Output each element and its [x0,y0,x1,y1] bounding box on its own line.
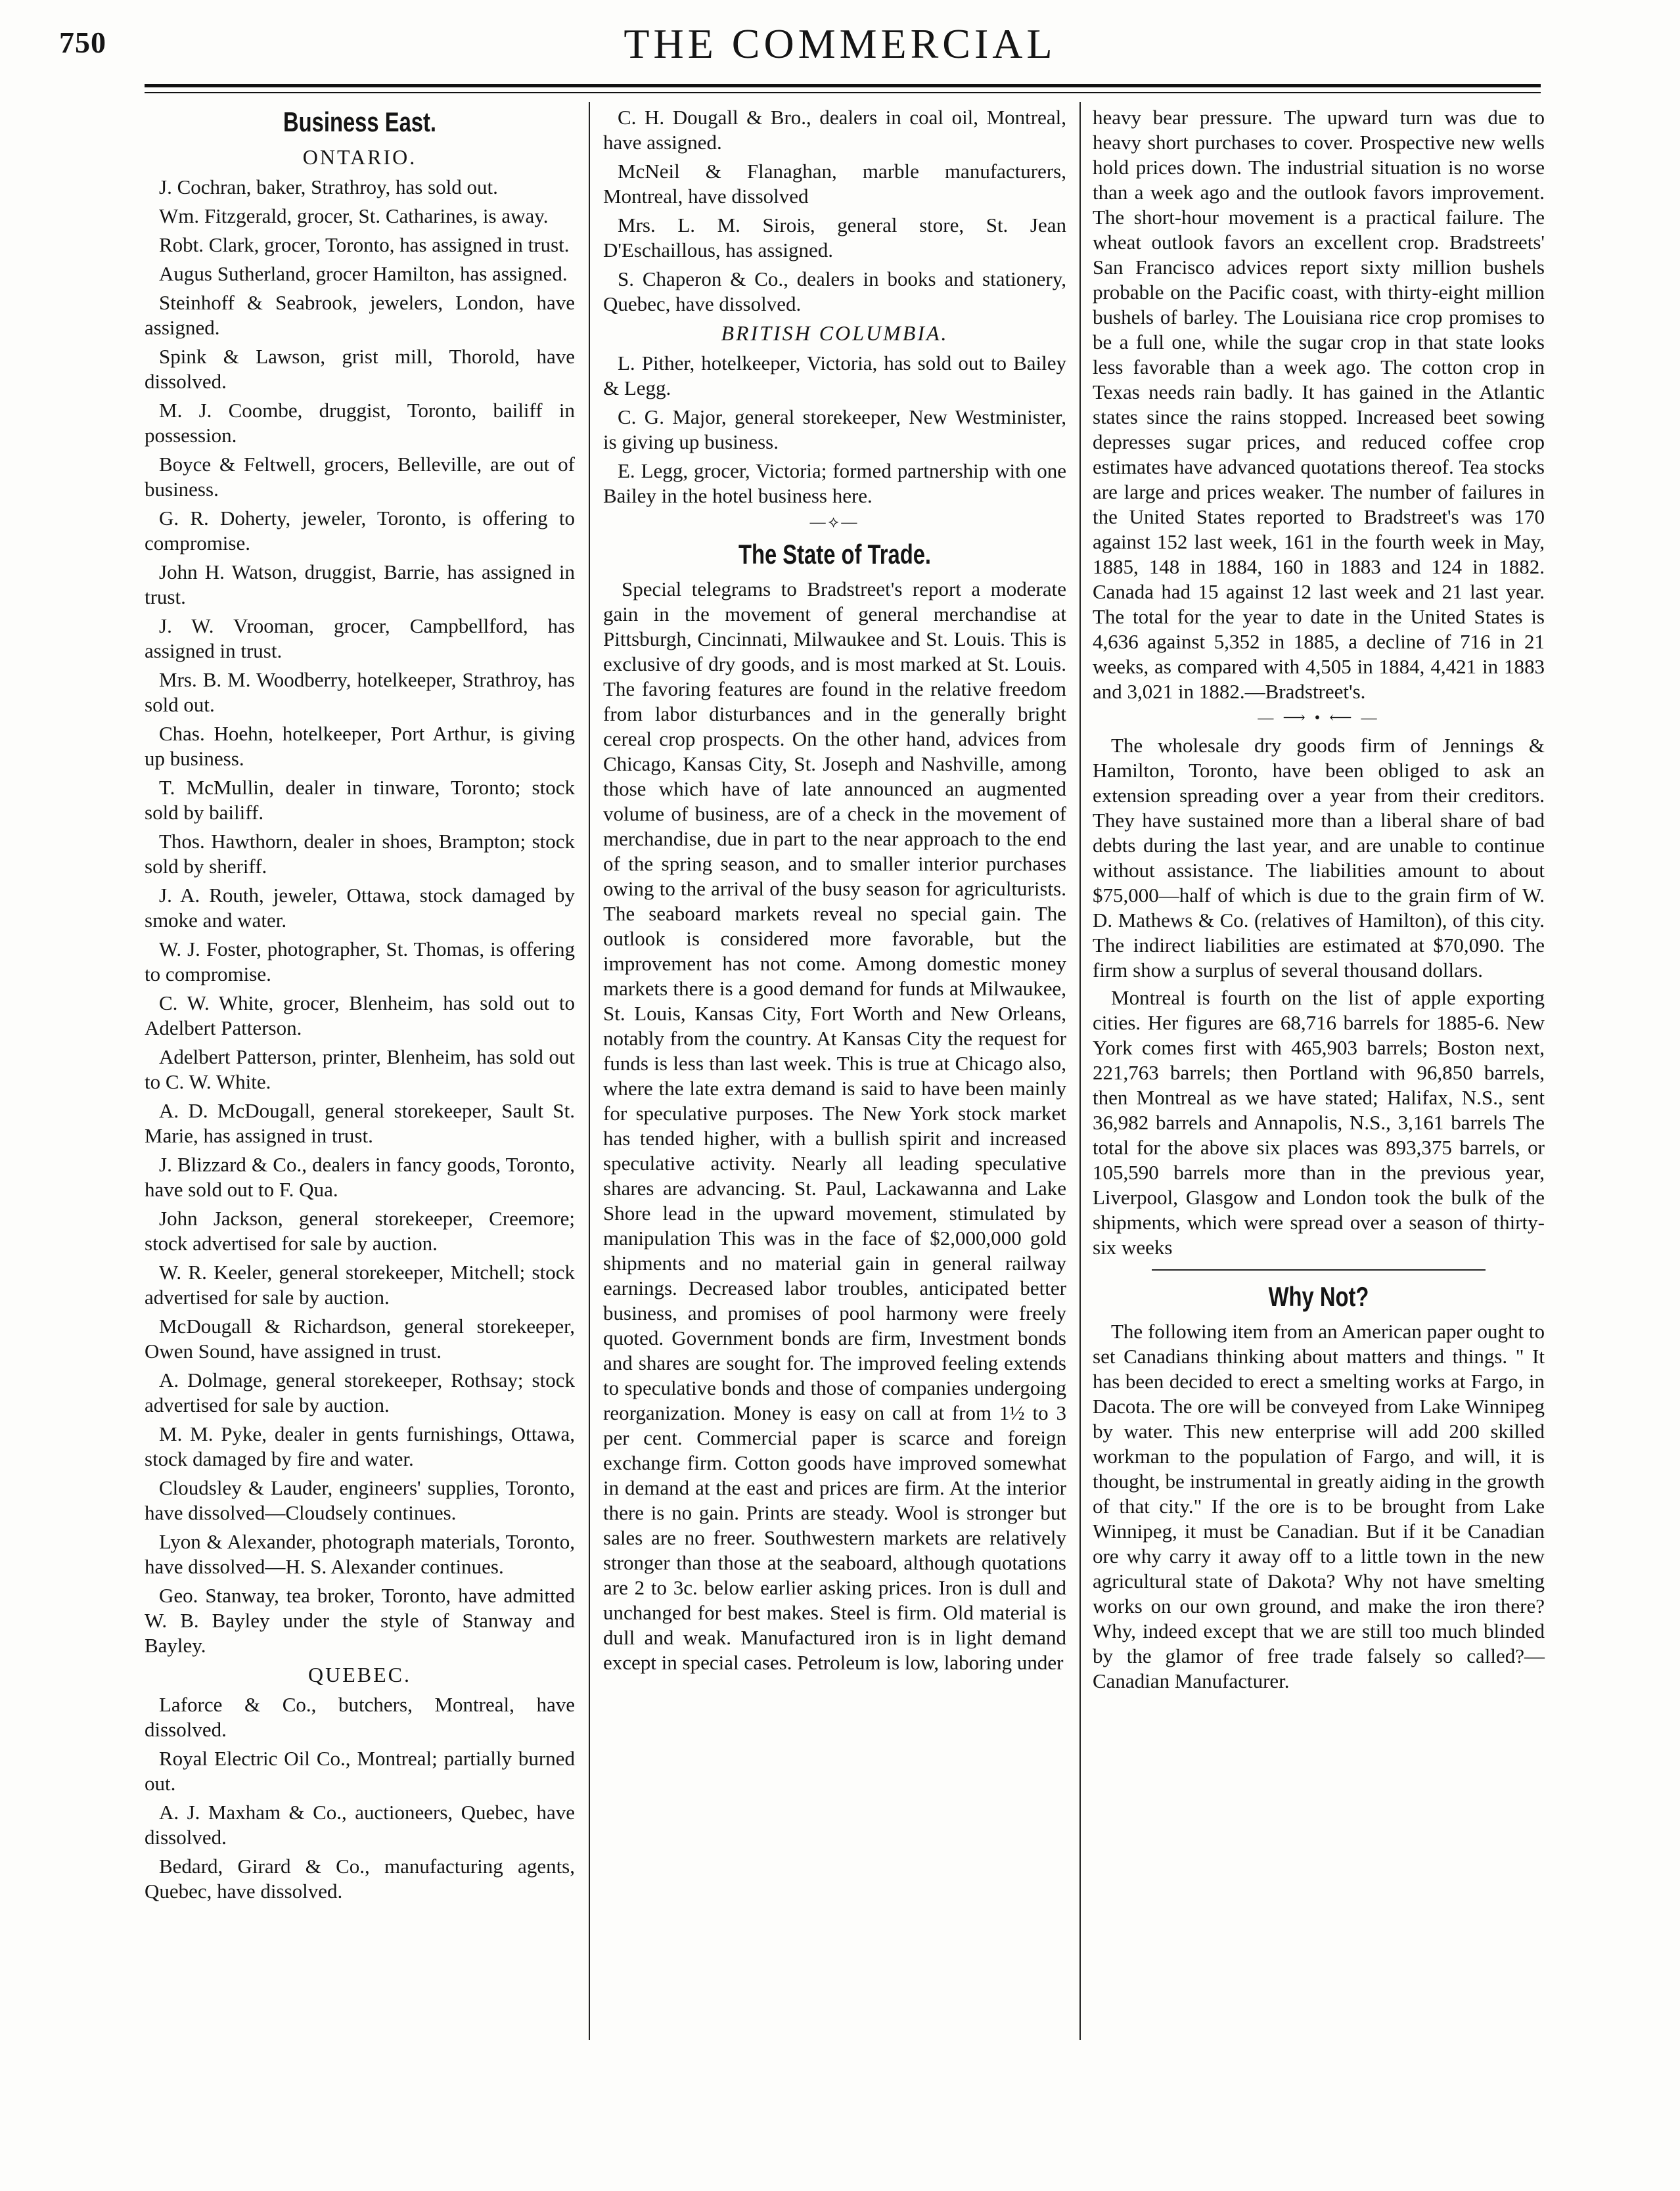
notice-entry: McDougall & Richardson, general storekeeper, Owen Sound, have assigned in trust. [145,1315,575,1363]
ontario-list [145,175,575,1658]
british-columbia-subheading: BRITISH COLUMBIA. [721,321,949,345]
notice-entry: Geo. Stanway, tea broker, Toronto, have admitted W. B. Bayley under the style of Stanway and Bayley. [145,1584,575,1657]
notice-entry: M. M. Pyke, dealer in gents furnishings, Ottawa, stock damaged by fire and water. [145,1422,575,1470]
notice-entry: M. J. Coombe, druggist, Toronto, bailiff in possession. [145,399,575,447]
notice-entry: Robt. Clark, grocer, Toronto, has assigned in trust. [159,233,570,256]
notice-entry: A. J. Maxham & Co., auctioneers, Quebec, have dissolved. [145,1801,575,1849]
state-of-trade-text: Special telegrams to Bradstreet's report a moderate gain in the movement of general merchandise at Pittsburgh, Cincinnati, Milwaukee and St. Louis. This is exclusive of dry goods, and is most marked at St. Louis. The favoring features are found in the relative freedom from labor disturbances and in the generally bright cereal crop prospects. On the other hand, advices from Chicago, Kansas City, St. Joseph and Nashville, among those which have of late announced an augmented volume of business, are of a check in the movement of merchandise, due in part to the near approach to the end of the spring season, and to smaller interior purchases owing to the arrival of the busy season for agriculturists. The seaboard markets reveal no special gain. The outlook is considered more favorable, but the improvement has not come. Among domestic money markets there is a good demand for funds at Milwaukee, St. Louis, Kansas City, Fort Worth and New Orleans, notably from the country. At Kansas City the request for funds is less than last week. This is true at Chicago also, where the late extra demand is said to have been mainly for speculative purposes. The New York stock market has tended higher, with a bullish spirit and increased speculative activity. Nearly all leading speculative shares are advancing. St. Paul, Lackawanna and Lake Shore lead in the upward movement, stimulated by manipulation This was in the face of $2,000,000 gold shipments and no material gain in general railway earnings. Decreased labor troubles, anticipated better business, and promises of pool harmony were freely quoted. Government bonds are firm, Investment bonds and shares are sought for. The improved feeling extends to speculative bonds and those of companies undergoing reorganization. Money is easy on call at from 1½ to 3 per cent. Commercial paper is scarce and foreign exchange firm. Cotton goods have improved somewhat in demand at the east and prices are firm. At the interior there is no gain. Prints are steady. Wool is stronger but sales are no freer. Southwestern markets are relatively stronger than those at the seaboard, although quotations are 2 to 3c. below earlier asking prices. Iron is dull and unchanged for best makes. Steel is firm. Old material is dull and weak. Manufactured iron is in light demand except in special cases. Petroleum is low, laboring under [603,577,1066,1674]
column-rule-1 [589,102,590,2040]
notice-entry: G. R. Doherty, jeweler, Toronto, is offering to compromise. [145,507,575,554]
montreal-apple-article: Montreal is fourth on the list of apple exporting cities. Her figures are 68,716 barrels for 1885-6. New York comes first with 465,903 barrels; Boston next, 221,763 barrels; then Portland with 96,850 barrels, then Montreal as we have stated; Halifax, N.S., sent 36,982 barrels and Annapolis, N.S., 3,161 barrels The total for the above six places was 893,375 barrels, or 105,590 barrels more than in the previous year, Liverpool, Glasgow and London took the bulk of the shipments, which were spread over a season of thirty-six weeks [1093,986,1545,1259]
notice-entry: S. Chaperon & Co., dealers in books and stationery, Quebec, have dissolved. [603,267,1066,315]
notice-entry: Mrs. B. M. Woodberry, hotelkeeper, Strathroy, has sold out. [145,668,575,716]
notice-entry: Wm. Fitzgerald, grocer, St. Catharines, is away. [159,204,549,227]
ornament-divider-2: — ⟶ • ⟵ — [1258,710,1380,727]
article-separator [1152,1269,1486,1271]
notice-entry: C. G. Major, general storekeeper, New Westminister, is giving up business. [603,405,1066,453]
ornament-divider: —⟡— [809,514,860,531]
notice-entry: Boyce & Feltwell, grocers, Belleville, are out of business. [145,453,575,501]
why-not-heading: Why Not? [1268,1281,1369,1312]
quebec-continued-list [603,105,1066,317]
why-not-text: The following item from an American paper ought to set Canadians thinking about matters and things. " It has been decided to erect a smelting works at Fargo, in Dacota. The ore will be conveyed from Lake Winnipeg by water. This new enterprise will add 200 skilled workman to the population of Fargo, and will, it is thought, be instrumental in greatly aiding in the growth of that city." If the ore is to be brought from Lake Winnipeg, it must be Canadian. But if it be Canadian ore why carry it away off to a little town in the new agricultural state of Dakota? Why not have smelting works on our own ground, and make the iron there? Why, indeed except that we are still too much blinded by the glamor of free trade falsely so called?—Canadian Manufacturer. [1093,1320,1545,1692]
notice-entry: C. H. Dougall & Bro., dealers in coal oil, Montreal, have assigned. [603,106,1066,154]
notice-entry: A. Dolmage, general storekeeper, Rothsay; stock advertised for sale by auction. [145,1368,575,1416]
quebec-list [145,1692,575,1904]
notice-entry: Adelbert Patterson, printer, Blenheim, has sold out to C. W. White. [145,1045,575,1093]
quebec-subheading: QUEBEC. [308,1663,411,1686]
notice-entry: Laforce & Co., butchers, Montreal, have dissolved. [145,1693,575,1741]
notice-entry: E. Legg, grocer, Victoria; formed partnership with one Bailey in the hotel business here. [603,459,1066,507]
notice-entry: J. W. Vrooman, grocer, Campbellford, has assigned in trust. [145,614,575,662]
notice-entry: W. J. Foster, photographer, St. Thomas, is offering to compromise. [145,937,575,985]
column-rule-2 [1079,102,1081,2040]
column-1 [145,105,575,1908]
british-columbia-list [603,351,1066,508]
notice-entry: J. Cochran, baker, Strathroy, has sold out. [159,175,498,198]
column-2 [603,105,1066,1678]
header-rule-thick [145,84,1541,87]
notice-entry: L. Pither, hotelkeeper, Victoria, has sold out to Bailey & Legg. [603,351,1066,399]
notice-entry: C. W. White, grocer, Blenheim, has sold out to Adelbert Patterson. [145,991,575,1039]
notice-entry: J. A. Routh, jeweler, Ottawa, stock damaged by smoke and water. [145,884,575,932]
notice-entry: Bedard, Girard & Co., manufacturing agents, Quebec, have dissolved. [145,1855,575,1903]
business-east-heading: Business East. [283,106,437,137]
state-of-trade-heading: The State of Trade. [738,539,932,570]
notice-entry: Spink & Lawson, grist mill, Thorold, have dissolved. [145,345,575,393]
notice-entry: Mrs. L. M. Sirois, general store, St. Jean D'Eschaillous, has assigned. [603,214,1066,261]
notice-entry: McNeil & Flanaghan, marble manufacturers, Montreal, have dissolved [603,160,1066,208]
notice-entry: T. McMullin, dealer in tinware, Toronto; stock sold by bailiff. [145,776,575,824]
publication-title: THE COMMERCIAL [624,20,1056,67]
notice-entry: W. R. Keeler, general storekeeper, Mitchell; stock advertised for sale by auction. [145,1261,575,1309]
ontario-subheading: ONTARIO. [302,145,417,169]
column-3 [1093,105,1545,1696]
notice-entry: Lyon & Alexander, photograph materials, Toronto, have dissolved—H. S. Alexander continues. [145,1530,575,1578]
state-of-trade-continued: heavy bear pressure. The upward turn was due to heavy short purchases to cover. Prospective new wells hold prices down. The industrial situation is no worse than a week ago and the outlook favors improvement. The short-hour movement is a practical failure. The wheat outlook favors an excellent crop. Bradstreets' San Francisco advices report sixty million bushels probable on the Pacific coast, with thirty-eight million bushels of barley. The Louisiana rice crop promises to be a full one, while the sugar crop in that state looks less favorable than a week ago. The cotton crop in Texas needs rain badly. It has gained in the Atlantic states since the rains stopped. Increased beet sowing depresses sugar prices, and reduced coffee crop estimates have advanced quotations thereof. Tea stocks are large and prices weaker. The number of failures in the United States reported to Bradstreet's was 170 against 152 last week, 161 in the fourth week in May, 1885, 148 in 1884, 160 in 1883 and 124 in 1882. Canada had 15 against 12 last week and 21 last year. The total for the year to date in the United States is 4,636 against 5,352 in 1885, a decline of 716 in 21 weeks, as compared with 4,505 in 1884, 4,421 in 1883 and 3,021 in 1882.—Bradstreet's. [1093,106,1545,703]
masthead [0,0,1680,92]
notice-entry: John Jackson, general storekeeper, Creemore; stock advertised for sale by auction. [145,1207,575,1255]
notice-entry: J. Blizzard & Co., dealers in fancy goods, Toronto, have sold out to F. Qua. [145,1153,575,1201]
notice-entry: Cloudsley & Lauder, engineers' supplies, Toronto, have dissolved—Cloudsely continues. [145,1476,575,1524]
notice-entry: Royal Electric Oil Co., Montreal; partially burned out. [145,1747,575,1795]
notice-entry: John H. Watson, druggist, Barrie, has assigned in trust. [145,560,575,608]
header-rule-thin [145,92,1541,93]
notice-entry: Chas. Hoehn, hotelkeeper, Port Arthur, is giving up business. [145,722,575,770]
notice-entry: A. D. McDougall, general storekeeper, Sault St. Marie, has assigned in trust. [145,1099,575,1147]
notice-entry: Augus Sutherland, grocer Hamilton, has assigned. [159,262,568,285]
notice-entry: Steinhoff & Seabrook, jewelers, London, have assigned. [145,291,575,339]
notice-entry: Thos. Hawthorn, dealer in shoes, Brampton; stock sold by sheriff. [145,830,575,878]
jennings-hamilton-article: The wholesale dry goods firm of Jennings & Hamilton, Toronto, have been obliged to ask an extension spreading over a year from their creditors. They have sustained more than a liberal share of bad debts during the last year, and are unable to continue without assistance. The liabilities amount to about $75,000—half of which is due to the grain firm of W. D. Mathews & Co. (relatives of Hamilton), of this city. The indirect liabilities are estimated at $70,090. The firm show a surplus of several thousand dollars. [1093,734,1545,982]
page-number: 750 [59,26,106,59]
